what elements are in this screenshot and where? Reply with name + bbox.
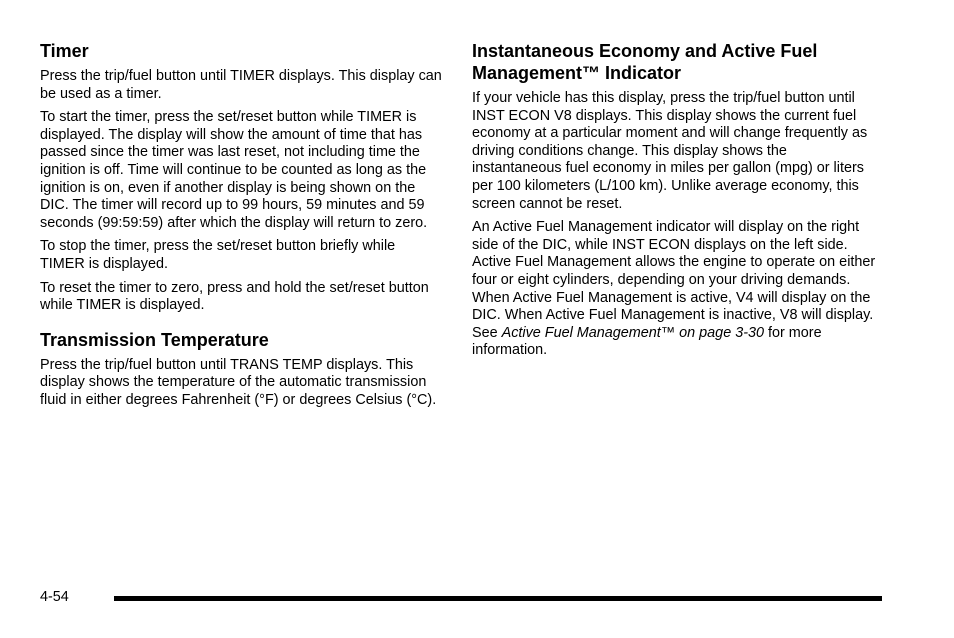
right-column [472, 40, 876, 366]
timer-paragraph-1: Press the trip/fuel button until TIMER displays. This display can be used as a timer. [40, 68, 442, 102]
footer-rule [114, 596, 882, 601]
economy-paragraph-2-text: An Active Fuel Management indicator will display on the right side of the DIC, while INST ECON displays on the left side. Active Fuel Management allows the engine to operate on either four or eight cylinders, depending on your driving demands. When Active Fuel Management is active, V4 will display on the DIC. When Active Fuel Management is inactive, V8 will display. See [472, 219, 876, 341]
timer-heading: Timer [40, 41, 89, 61]
economy-paragraph-1: If your vehicle has this display, press the trip/fuel button until INST ECON V8 displays. This display shows the current fuel economy at a particular moment and will change frequently as driving conditions change. This display shows the instantaneous fuel economy in miles per gallon (mpg) or liters per 100 kilometers (L/100 km). Unlike average economy, this screen cannot be reset. [472, 90, 868, 212]
economy-paragraph-2-tail: for more information. [472, 324, 822, 359]
cross-reference-link[interactable]: Active Fuel Management™ on page 3-30 [501, 324, 764, 341]
transmission-paragraph-1: Press the trip/fuel button until TRANS TEMP displays. This display shows the temperature of the automatic transmission fluid in either degrees Fahrenheit (°F) or degrees Celsius (°C). [40, 356, 437, 408]
timer-paragraph-2: To start the timer, press the set/reset button while TIMER is displayed. The display will show the amount of time that has passed since the timer was last reset, not including time the ignition is off. Time will continue to be counted as long as the ignition is on, even if another display is being shown on the DIC. The timer will record up to 99 hours, 59 minutes and 59 seconds (99:59:59) after which the display will return to zero. [40, 109, 428, 231]
left-column [40, 40, 442, 416]
transmission-heading: Transmission Temperature [40, 329, 269, 350]
timer-paragraph-3: To stop the timer, press the set/reset button briefly while TIMER is displayed. [40, 238, 396, 272]
page-number: 4-54 [40, 589, 69, 605]
timer-paragraph-4: To reset the timer to zero, press and hold the set/reset button while TIMER is displayed. [40, 279, 429, 314]
economy-paragraph-2 [472, 219, 876, 360]
economy-heading: Instantaneous Economy and Active Fuel Management™ Indicator [472, 41, 818, 83]
